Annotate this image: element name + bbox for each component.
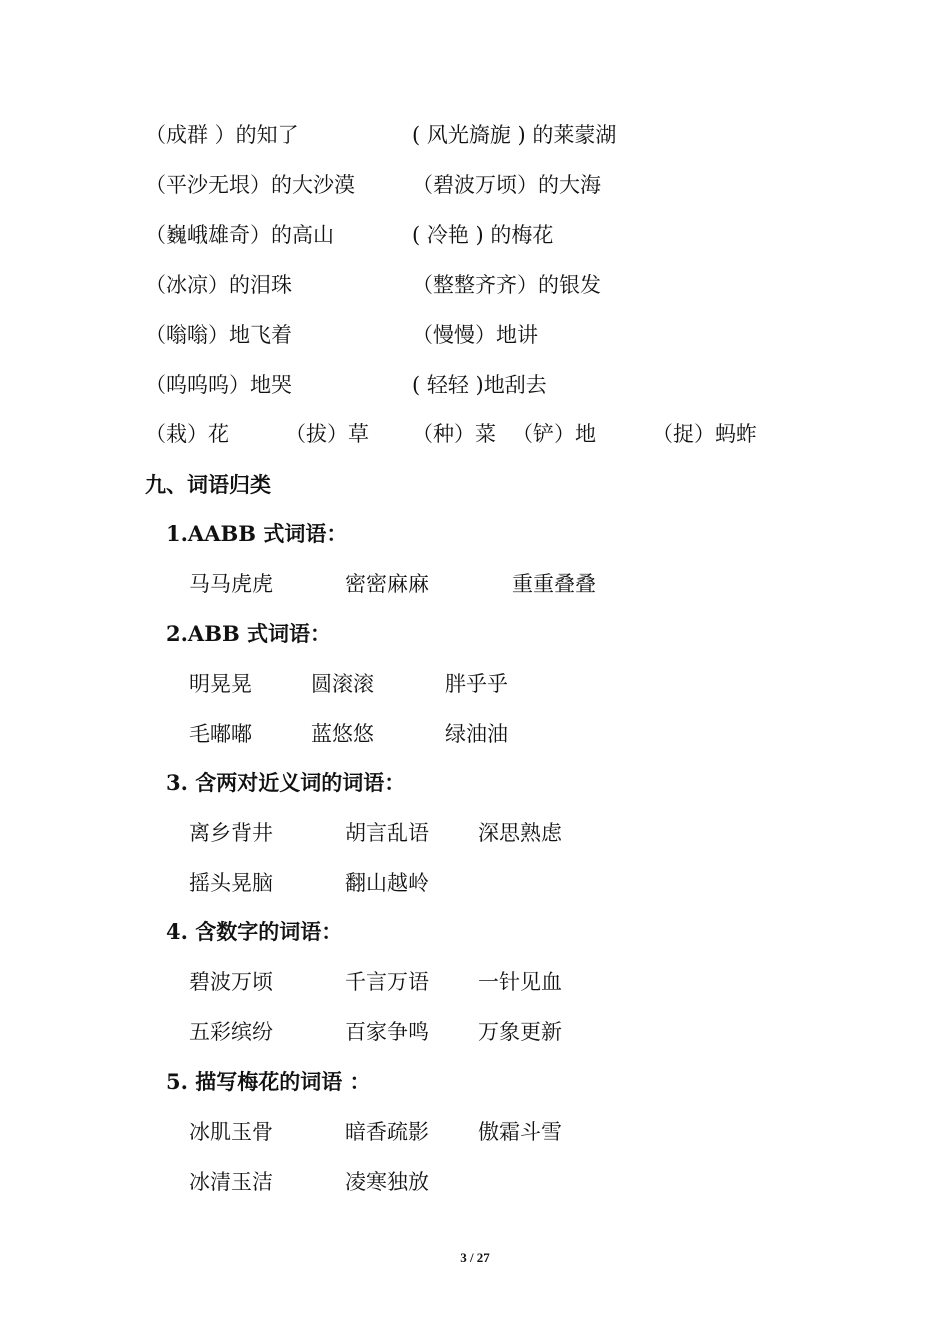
word-item: 傲霜斗雪 (478, 1120, 562, 1144)
group-heading: 2.ABB 式词语： (166, 621, 332, 646)
word-item: 冰肌玉骨 (189, 1120, 273, 1144)
word-item: 摇头晃脑 (189, 871, 273, 895)
word-item: 蓝悠悠 (311, 722, 374, 746)
phrase-text: ( 风光旖旎 ) 的莱蒙湖 (412, 123, 617, 147)
group-heading: 3. 含两对近义词的词语： (166, 770, 406, 795)
word-item: 深思熟虑 (478, 821, 562, 845)
phrase-text: （巍峨雄奇）的高山 (145, 223, 334, 247)
section-title: 九、词语归类 (145, 472, 271, 497)
word-item: 圆滚滚 (311, 672, 374, 696)
page-number: 3 / 27 (460, 1250, 490, 1265)
word-item: 万象更新 (478, 1020, 562, 1044)
group-heading: 5. 描写梅花的词语 ： (166, 1069, 371, 1094)
word-item: 千言万语 (345, 970, 429, 994)
phrase-text: （碧波万顷）的大海 (412, 173, 601, 197)
word-item: 百家争鸣 (345, 1020, 429, 1044)
word-item: 明晃晃 (189, 672, 252, 696)
verb-phrase: （铲）地 (512, 422, 596, 446)
phrase-text: （呜呜呜）地哭 (145, 373, 292, 397)
phrase-text: （平沙无垠）的大沙漠 (145, 173, 355, 197)
word-item: 暗香疏影 (345, 1120, 429, 1144)
word-item: 密密麻麻 (345, 572, 429, 596)
phrase-text: ( 冷艳 ) 的梅花 (412, 223, 554, 247)
verb-phrase: （捉）蚂蚱 (652, 422, 757, 446)
word-item: 绿油油 (445, 722, 508, 746)
phrase-text: （冰凉）的泪珠 (145, 273, 292, 297)
word-item: 重重叠叠 (512, 572, 596, 596)
group-heading: 1.AABB 式词语： (166, 521, 348, 546)
word-item: 毛嘟嘟 (189, 722, 252, 746)
word-item: 胡言乱语 (345, 821, 429, 845)
verb-phrase: （栽）花 (145, 422, 229, 446)
group-heading: 4. 含数字的词语： (166, 919, 343, 944)
word-item: 胖乎乎 (445, 672, 508, 696)
verb-phrase: （拔）草 (285, 422, 369, 446)
word-item: 离乡背井 (189, 821, 273, 845)
word-item: 一针见血 (478, 970, 562, 994)
word-item: 凌寒独放 (345, 1170, 429, 1194)
phrase-text: （成群 ）的知了 (145, 123, 299, 147)
phrase-text: （慢慢）地讲 (412, 323, 538, 347)
phrase-text: ( 轻轻 )地刮去 (412, 373, 547, 397)
phrase-text: （整整齐齐）的银发 (412, 273, 601, 297)
word-item: 五彩缤纷 (189, 1020, 273, 1044)
word-item: 马马虎虎 (189, 572, 273, 596)
verb-phrase: （种）菜 (412, 422, 496, 446)
word-item: 碧波万顷 (189, 970, 273, 994)
word-item: 冰清玉洁 (189, 1170, 273, 1194)
word-item: 翻山越岭 (345, 871, 429, 895)
phrase-text: （嗡嗡）地飞着 (145, 323, 292, 347)
